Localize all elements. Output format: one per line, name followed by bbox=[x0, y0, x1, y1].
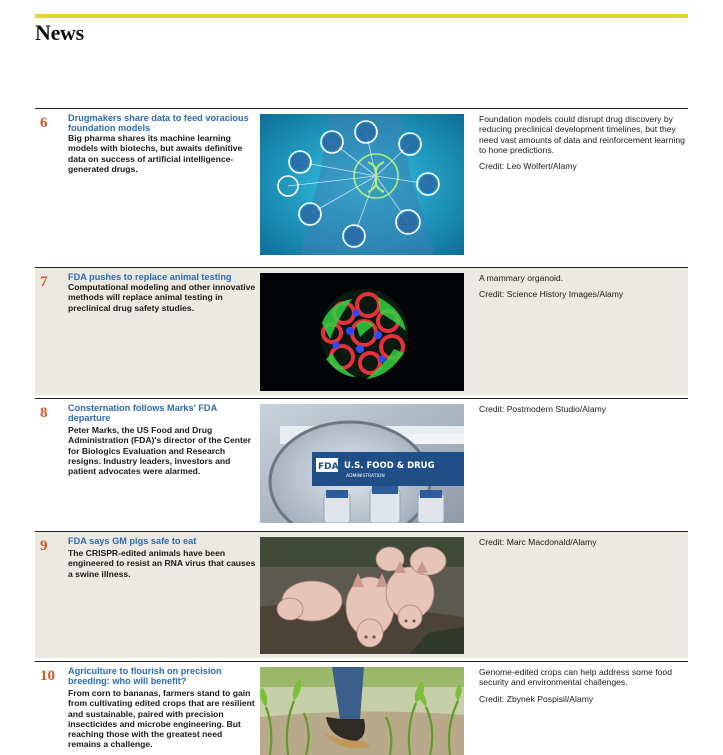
item-caption-block bbox=[479, 404, 687, 414]
item-photo bbox=[260, 404, 464, 523]
item-summary: Peter Marks, the US Food and Drug Administration (FDA)'s director of the Center for Biologics Evaluation and Research resigns. Industry leaders, investors and patient advocates were alarmed. bbox=[68, 425, 251, 477]
photo-agency-line1: U.S. FOOD & DRUG bbox=[344, 461, 435, 471]
item-headline-link[interactable]: Consternation follows Marks' FDA departure bbox=[68, 403, 217, 423]
item-headline-link[interactable]: Drugmakers share data to feed voracious foundation models bbox=[68, 113, 249, 133]
news-item-6 bbox=[35, 108, 688, 261]
item-summary: Big pharma shares its machine learning models with biotechs, but awaits definitive data on success of artificial intelligence-generated drugs. bbox=[68, 133, 243, 174]
item-summary: From corn to bananas, farmers stand to gain from cultivating edited crops that are resilient and sustainable, paired with precision insecticides and microbe engineering. But reaching those with the greatest need remains a challenge. bbox=[68, 688, 255, 750]
item-caption-block bbox=[479, 667, 687, 704]
item-block bbox=[68, 536, 256, 579]
item-block bbox=[68, 403, 256, 476]
item-caption: Genome-edited crops can help address some food security and environmental challenges. bbox=[479, 667, 672, 688]
item-caption-block bbox=[479, 114, 687, 171]
item-credit: Credit: Marc Macdonald/Alamy bbox=[479, 537, 597, 547]
item-photo bbox=[260, 667, 464, 755]
top-accent-bar bbox=[35, 14, 688, 18]
item-credit: Credit: Postmodern Studio/Alamy bbox=[479, 404, 607, 414]
item-caption-block bbox=[479, 273, 687, 300]
item-summary: Computational modeling and other innovative methods will replace animal testing in preclinical drug safety studies. bbox=[68, 282, 256, 313]
item-number: 10 bbox=[40, 668, 55, 684]
item-number: 8 bbox=[40, 405, 48, 421]
item-block bbox=[68, 666, 256, 750]
item-number: 9 bbox=[40, 538, 48, 554]
item-headline-link[interactable]: FDA pushes to replace animal testing bbox=[68, 272, 232, 282]
photo-fda-logo: FDA bbox=[318, 462, 339, 472]
item-credit: Credit: Zbynek Pospisil/Alamy bbox=[479, 693, 594, 704]
news-item-7 bbox=[35, 267, 688, 395]
item-credit: Credit: Leo Wolfert/Alamy bbox=[479, 161, 577, 172]
item-headline-link[interactable]: FDA says GM pigs safe to eat bbox=[68, 536, 197, 546]
item-photo bbox=[260, 273, 464, 391]
photo-agency-line2: ADMINISTRATION bbox=[346, 474, 385, 479]
item-summary: The CRISPR-edited animals have been engineered to resist an RNA virus that causes a swine illness. bbox=[68, 548, 256, 579]
item-photo bbox=[260, 537, 464, 654]
item-block bbox=[68, 272, 256, 313]
page-title: News bbox=[35, 20, 84, 45]
news-item-10 bbox=[35, 661, 688, 755]
item-block bbox=[68, 113, 256, 174]
news-item-8 bbox=[35, 398, 688, 527]
item-number: 6 bbox=[40, 115, 48, 131]
item-caption: Foundation models could disrupt drug discovery by reducing preclinical development timelines, but they need vast amounts of data and reinforcement learning to hone predictions. bbox=[479, 114, 685, 155]
item-caption: A mammary organoid. bbox=[479, 273, 564, 283]
item-photo bbox=[260, 114, 464, 255]
item-credit: Credit: Science History Images/Alamy bbox=[479, 289, 624, 300]
news-item-9 bbox=[35, 531, 688, 658]
item-headline-link[interactable]: Agriculture to flourish on precision breeding: who will benefit? bbox=[68, 666, 222, 686]
item-caption-block bbox=[479, 537, 687, 547]
item-number: 7 bbox=[40, 274, 48, 290]
